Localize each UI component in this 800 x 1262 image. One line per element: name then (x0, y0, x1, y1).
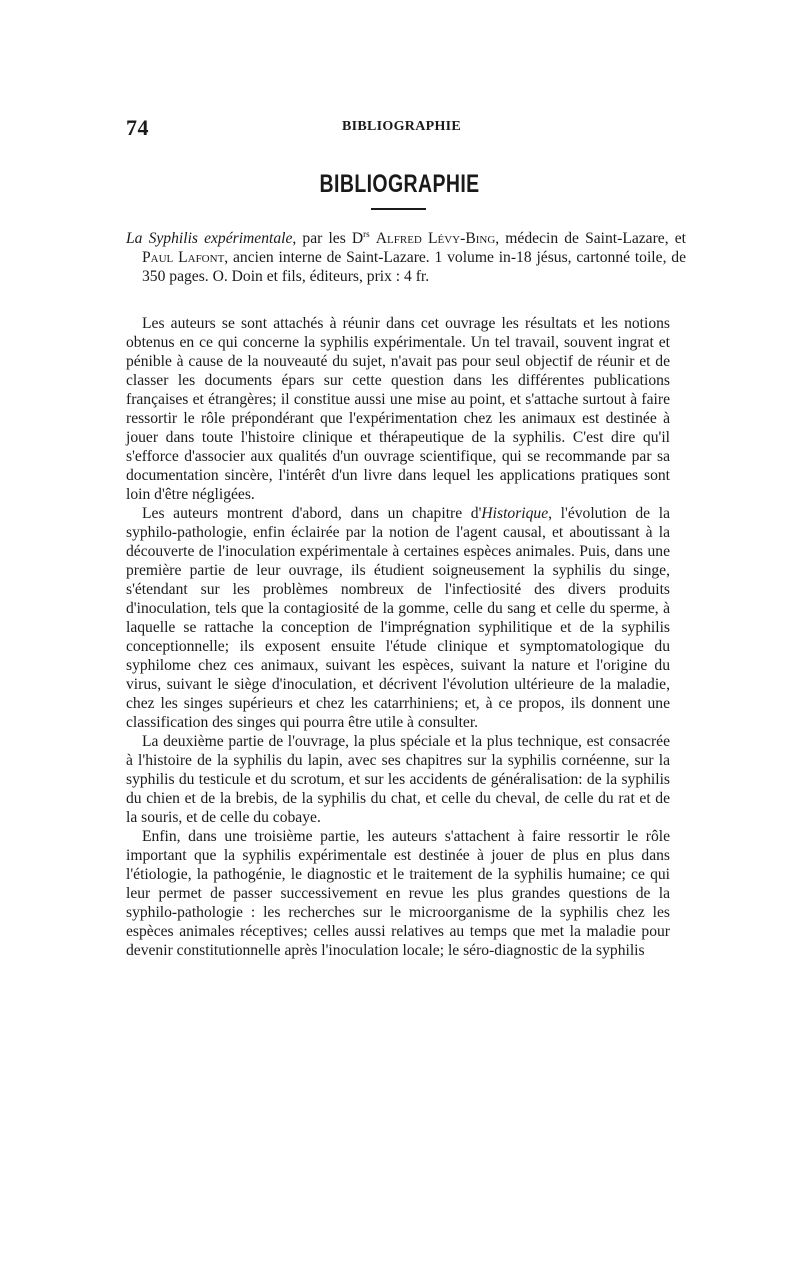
citation-text: , par les D (292, 230, 364, 247)
paragraph (126, 504, 670, 732)
paragraph: La deuxième partie de l'ouvrage, la plus spéciale et la plus technique, est consacrée à l'histoire de la syphilis du lapin, avec ses chapitres sur la syphilis cornéenne, sur la syphilis du testicule et du scrotum, et sur les accidents de généralisation: de la syphilis du chien et de la brebis, de la syphilis du chat, et celle du cheval, de celle du rat et de la souris, et de celle du cobaye. (126, 733, 670, 826)
running-head (126, 115, 670, 140)
book-title: La Syphilis expérimentale (126, 230, 293, 247)
paragraph: Enfin, dans une troisième partie, les auteurs s'attachent à faire ressortir le rôle important que la syphilis expérimentale est destinée à jouer de plus en plus dans l'étiologie, la pathogénie, le diagnostic et le traitement de la syphilis humaine; ce qui leur permet de passer successivement en revue les plus grandes questions de la syphilo-pathologie : les recherches sur le microorganisme de la syphilis chez les espèces animales réceptives; celles aussi relatives au temps que met la maladie pour devenir constitutionnelle après l'inoculation locale; le séro-diagnostic de la syphilis (126, 828, 670, 959)
citation-text: , médecin de Saint-Lazare, et (495, 230, 686, 247)
running-title: BIBLIOGRAPHIE (342, 119, 462, 134)
title-divider (371, 208, 426, 210)
chapter-name: Historique (481, 505, 549, 522)
section-title: BIBLIOGRAPHIE (319, 170, 480, 198)
paragraph: Les auteurs se sont attachés à réunir dans cet ouvrage les résultats et les notions obtenus en ce qui concerne la syphilis expérimentale. Un tel travail, souvent ingrat et pénible à cause de la nouveauté du sujet, n'avait pas pour seul objectif de réunir et de classer les documents épars sur cette question dans les différentes publications françaises et étrangères; il constitue aussi une mise au point, et s'attache surtout à faire ressortir le rôle prépondérant que l'expérimentation chez les animaux est destinée à jouer dans toute l'histoire clinique et thérapeutique de la syphilis. C'est dire qu'il s'efforce d'associer aux qualités d'un ouvrage scientifique, qui se recommande par sa documentation sincère, l'intérêt d'un livre dans lequel les applications pratiques sont loin d'être négligées. (126, 315, 670, 503)
author-name: Paul Lafont (142, 249, 225, 266)
page-number: 74 (126, 115, 149, 140)
citation-text: , ancien interne de Saint-Lazare. 1 volume in-18 jésus, cartonné toile, de 350 pages. O. Doin et fils, éditeurs, prix : 4 fr. (142, 249, 686, 285)
author-name: Alfred Lévy-Bing (375, 230, 496, 247)
review-text (126, 314, 670, 960)
book-citation (126, 229, 686, 286)
paragraph-text: Les auteurs montrent d'abord, dans un chapitre d' (142, 505, 482, 522)
paragraph-text: , l'évolution de la syphilo-pathologie, enfin éclairée par la notion de l'agent causal, et aboutissant à la découverte de l'inoculation expérimentale à certaines espèces animales. Puis, dans une première partie de leur ouvrage, ils étudient soigneusement la syphilis du singe, s'étendant sur les problèmes nombreux de l'infectiosité des divers produits d'inoculation, tels que la contagiosité de la gomme, celle du sang et celle du sperme, à laquelle se rattache la conception de l'imprégnation syphilitique et de la syphilis conceptionnelle; ils exposent ensuite l'étude clinique et symptomatologique du syphilome chez ces animaux, suivant les espèces, suivant la nature et l'origine du virus, suivant le siège d'inoculation, et décrivent l'évolution ultérieure de la maladie, chez les singes supérieurs et chez les catarrhiniens; et, à ce propos, ils donnent une classification des singes qui pourra être utile à consulter. (126, 505, 670, 731)
title-superscript: rs (363, 229, 370, 239)
